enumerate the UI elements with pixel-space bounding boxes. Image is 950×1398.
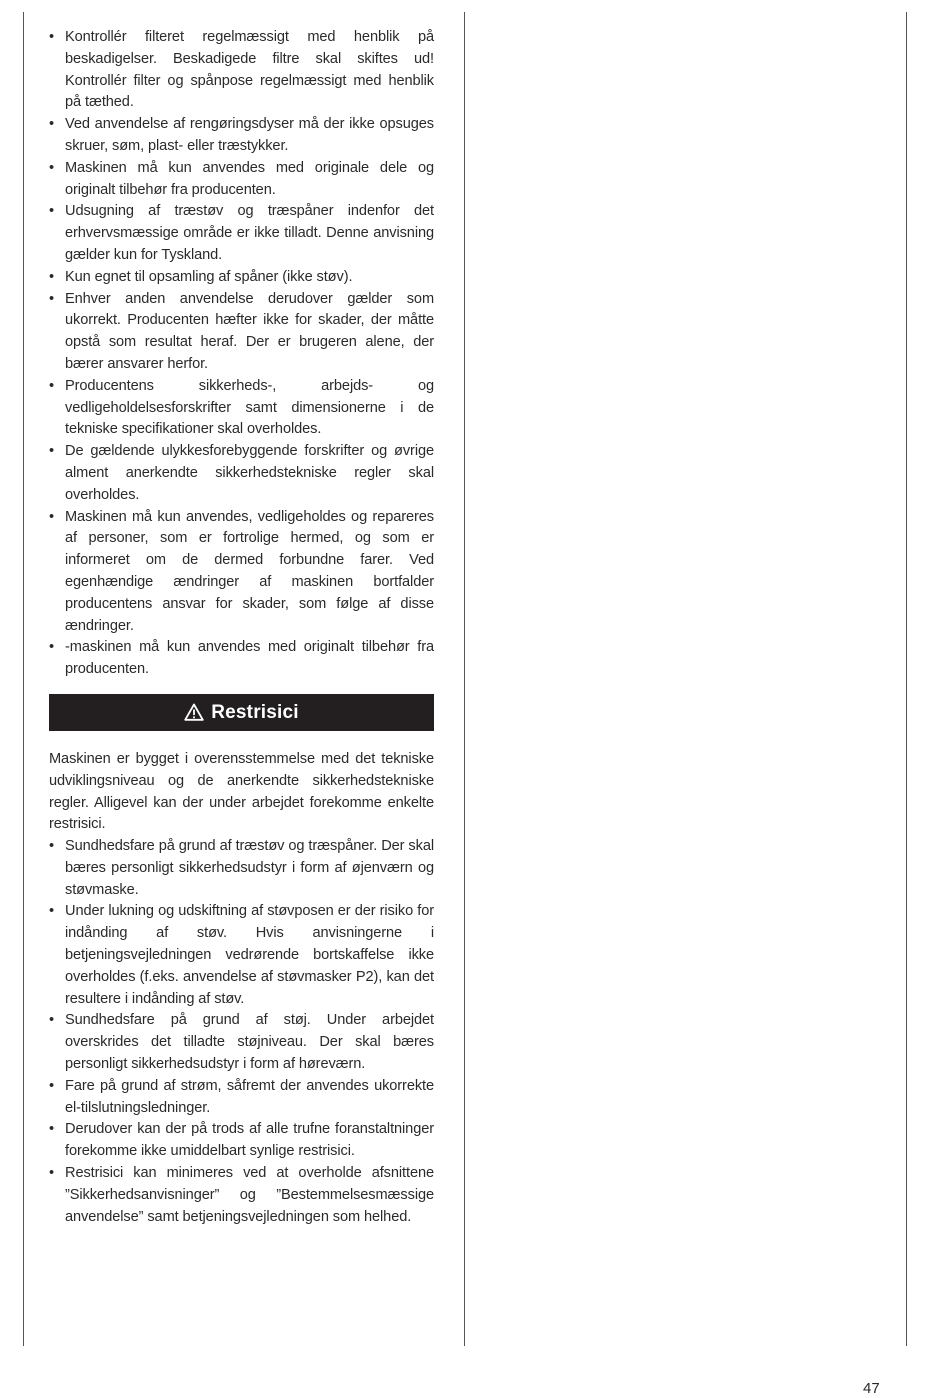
list-item: • Restrisici kan minimeres ved at overholde afsnittene ”Sikkerhedsanvisninger” og ”Bestemmelsesmæssige anvendelse” samt betjeningsvejledningen som helhed. — [49, 1163, 434, 1228]
list-item: • -maskinen må kun anvendes med originalt tilbehør fra producenten. — [49, 637, 434, 681]
list-item: • Producentens sikkerheds-, arbejds- og vedligeholdelsesforskrifter samt dimensionerne i de tekniske specifikationer skal overholdes. — [49, 376, 434, 441]
list-item: • Ved anvendelse af rengøringsdyser må der ikke opsuges skruer, søm, plast- eller træstykker. — [49, 114, 434, 158]
right-column-rule — [906, 12, 907, 1346]
usage-rules-list — [49, 27, 434, 681]
section-heading-bar — [49, 694, 434, 731]
list-item: • Sundhedsfare på grund af støj. Under arbejdet overskrides det tilladte støjniveau. Der skal bæres personligt sikkerhedsudstyr i form af høreværn. — [49, 1010, 434, 1075]
residual-risks-list — [49, 836, 434, 1228]
list-item: • Maskinen må kun anvendes, vedligeholdes og repareres af personer, som er fortrolige hermed, og som er informeret om de dermed forbundne farer. Ved egenhændige ændringer af maskinen bortfalder producentens ansvar for skader, som følge af disse ændringer. — [49, 507, 434, 638]
list-item: • Kun egnet til opsamling af spåner (ikke støv). — [49, 267, 434, 289]
left-column-rule — [23, 12, 24, 1346]
left-text-column — [49, 27, 434, 1228]
section-intro-paragraph: Maskinen er bygget i overensstemmelse med det tekniske udviklingsniveau og de anerkendte sikkerhedstekniske regler. Alligevel kan der under arbejdet forekomme enkelte restrisici. — [49, 750, 434, 833]
list-item: • Under lukning og udskiftning af støvposen er der risiko for indånding af støv. Hvis anvisningerne i betjeningsvejledningen vedrørende bortskaffelse ikke overholdes (f.eks. anvendelse af støvmasker P2), kan det resultere i indånding af støv. — [49, 901, 434, 1010]
list-item: • Derudover kan der på trods af alle trufne foranstaltninger forekomme ikke umiddelbart synlige restrisici. — [49, 1119, 434, 1163]
list-item: • Maskinen må kun anvendes med originale dele og originalt tilbehør fra producenten. — [49, 158, 434, 202]
page-number: 47 — [863, 1380, 880, 1397]
center-column-rule — [464, 12, 465, 1346]
list-item: • Fare på grund af strøm, såfremt der anvendes ukorrekte el-tilslutningsledninger. — [49, 1076, 434, 1120]
list-item: • De gældende ulykkesforebyggende forskrifter og øvrige alment anerkendte sikkerhedstekniske regler skal overholdes. — [49, 441, 434, 506]
list-item: • Enhver anden anvendelse derudover gælder som ukorrekt. Producenten hæfter ikke for skader, der måtte opstå som resultat heraf. Der er brugeren alene, der bærer ansvarer herfor. — [49, 289, 434, 376]
list-item: • Udsugning af træstøv og træspåner indenfor det erhvervsmæssige område er ikke tilladt. Denne anvisning gælder kun for Tyskland. — [49, 201, 434, 266]
warning-triangle-icon — [184, 703, 204, 721]
section-title: Restrisici — [211, 701, 299, 723]
list-item: • Kontrollér filteret regelmæssigt med henblik på beskadigelser. Beskadigede filtre skal skiftes ud! Kontrollér filter og spånpose regelmæssigt med henblik på tæthed. — [49, 27, 434, 114]
list-item: • Sundhedsfare på grund af træstøv og træspåner. Der skal bæres personligt sikkerhedsudstyr i form af øjenværn og støvmaske. — [49, 836, 434, 901]
